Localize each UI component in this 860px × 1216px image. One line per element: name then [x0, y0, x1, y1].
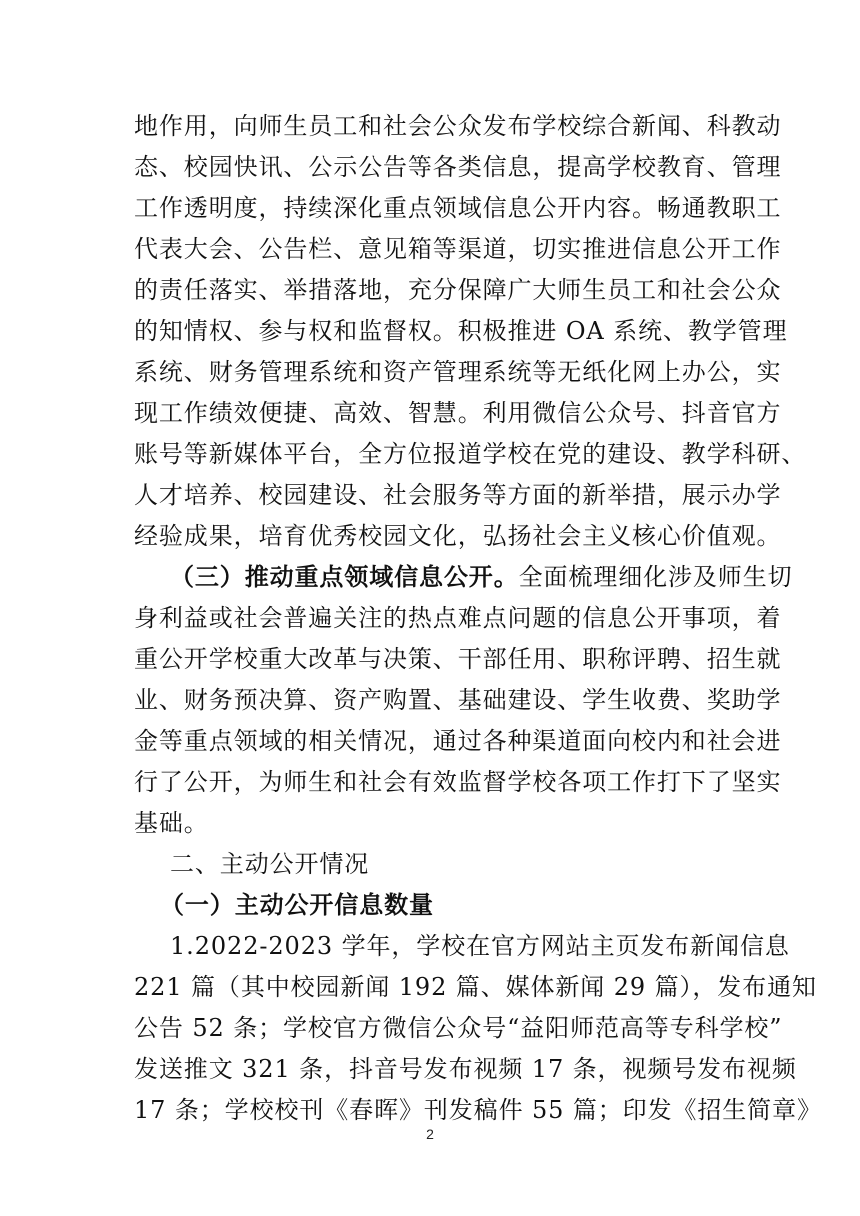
paragraph-line: 代表大会、公告栏、意见箱等渠道，切实推进信息公开工作 — [134, 235, 782, 263]
paragraph-line: 账号等新媒体平台，全方位报道学校在党的建设、教学科研、 — [134, 440, 807, 468]
paragraph-line: 地作用，向师生员工和社会公众发布学校综合新闻、科教动 — [134, 112, 782, 140]
paragraph-line: 态、校园快讯、公示公告等各类信息，提高学校教育、管理 — [134, 153, 782, 181]
paragraph-line: 1.2022-2023 学年，学校在官方网站主页发布新闻信息 — [170, 932, 790, 960]
paragraph-line: 17 条；学校校刊《春晖》刊发稿件 55 篇；印发《招生简章》 — [134, 1096, 822, 1124]
paragraph-text: 全面梳理细化涉及师生切 — [518, 563, 793, 591]
subsection-title: （一）主动公开信息数量 — [160, 890, 434, 919]
paragraph-line — [170, 561, 793, 593]
paragraph-line: 重公开学校重大改革与决策、干部任用、职称评聘、招生就 — [134, 645, 782, 673]
paragraph-line: 金等重点领域的相关情况，通过各种渠道面向校内和社会进 — [134, 727, 782, 755]
paragraph-line: 的责任落实、举措落地，充分保障广大师生员工和社会公众 — [134, 276, 782, 304]
page-number: 2 — [426, 1126, 434, 1142]
paragraph-line: 经验成果，培育优秀校园文化，弘扬社会主义核心价值观。 — [134, 522, 782, 550]
paragraph-line: 发送推文 321 条，抖音号发布视频 17 条，视频号发布视频 — [134, 1055, 797, 1083]
paragraph-line: 工作透明度，持续深化重点领域信息公开内容。畅通教职工 — [134, 194, 782, 222]
paragraph-line: 现工作绩效便捷、高效、智慧。利用微信公众号、抖音官方 — [134, 399, 782, 427]
paragraph-line: 公告 52 条；学校官方微信公众号“益阳师范高等专科学校” — [134, 1014, 783, 1042]
paragraph-line: 人才培养、校园建设、社会服务等方面的新举措，展示办学 — [134, 481, 782, 509]
paragraph-heading: （三）推动重点领域信息公开。 — [170, 562, 519, 591]
paragraph-line: 业、财务预决算、资产购置、基础建设、学生收费、奖助学 — [134, 686, 782, 714]
paragraph-line: 221 篇（其中校园新闻 192 篇、媒体新闻 29 篇），发布通知 — [134, 973, 817, 1001]
paragraph-line: 基础。 — [134, 809, 209, 837]
paragraph-line: 身利益或社会普遍关注的热点难点问题的信息公开事项，着 — [134, 604, 782, 632]
section-title: 二、主动公开情况 — [170, 850, 370, 878]
paragraph-line: 行了公开，为师生和社会有效监督学校各项工作打下了坚实 — [134, 768, 782, 796]
paragraph-line: 系统、财务管理系统和资产管理系统等无纸化网上办公，实 — [134, 358, 782, 386]
paragraph-line: 的知情权、参与权和监督权。积极推进 OA 系统、教学管理 — [134, 317, 788, 345]
